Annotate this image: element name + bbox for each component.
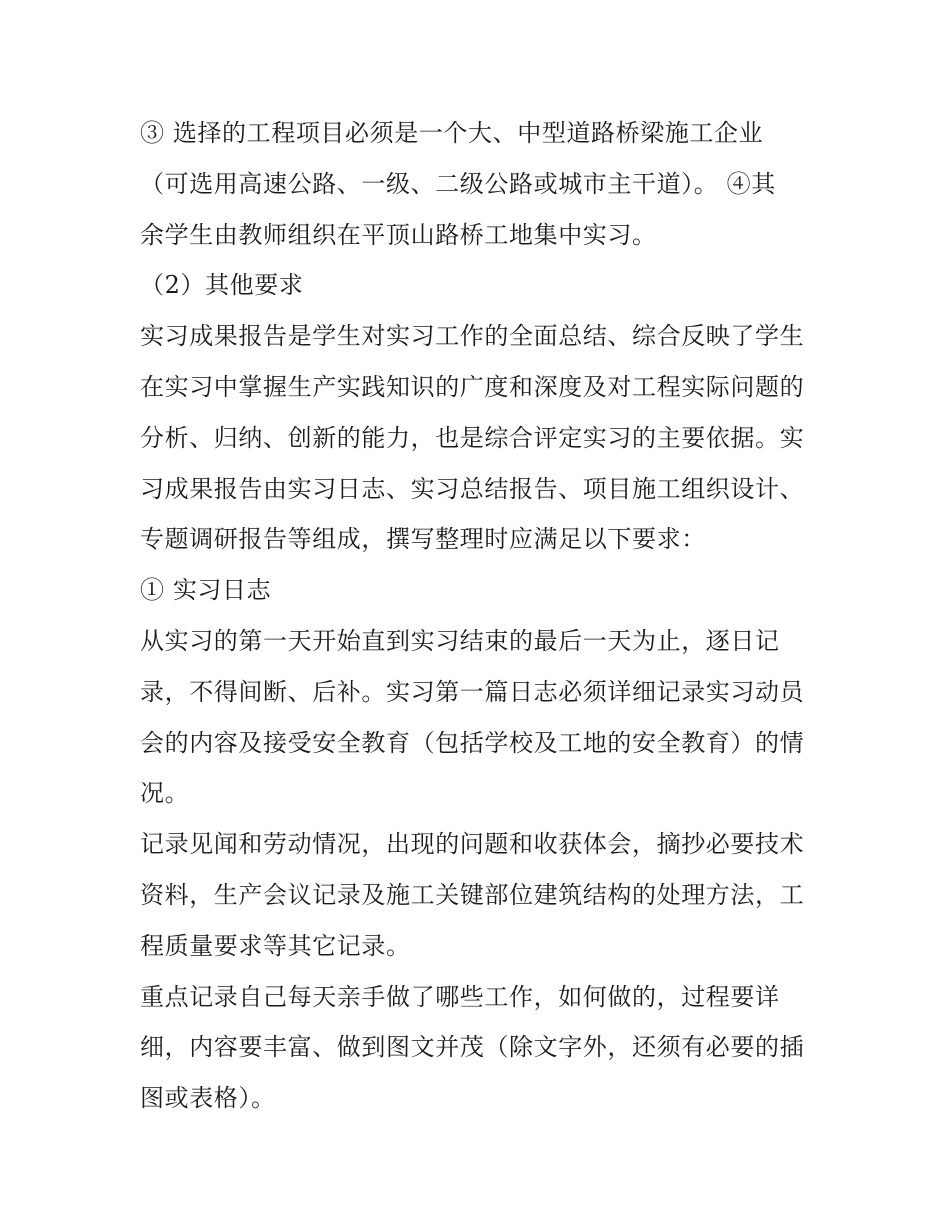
text-line-7: 分析、归纳、创新的能力，也是综合评定实习的主要依据。实 <box>140 423 805 452</box>
text-line-17: 程质量要求等其它记录。 <box>140 931 411 960</box>
document-body <box>140 108 815 1124</box>
text-line-16: 资料，生产会议记录及施工关键部位建筑结构的处理方法，工 <box>140 880 805 909</box>
text-line-2: （可选用高速公路、一级、二级公路或城市主干道）。 ④其 <box>140 169 776 198</box>
text-line-19: 细，内容要丰富、做到图文并茂（除文字外，还须有必要的插 <box>140 1033 805 1062</box>
text-line-12: 录，不得间断、后补。实习第一篇日志必须详细记录实习动员 <box>140 677 805 706</box>
text-line-15: 记录见闻和劳动情况，出现的问题和收获体会，摘抄必要技术 <box>140 830 805 859</box>
text-line-11: 从实习的第一天开始直到实习结束的最后一天为止，逐日记 <box>140 626 780 655</box>
text-line-3: 余学生由教师组织在平顶山路桥工地集中实习。 <box>140 220 657 249</box>
text-line-8: 习成果报告由实习日志、实习总结报告、项目施工组织设计、 <box>140 474 805 503</box>
subheading-internship-log: ① 实习日志 <box>140 576 272 605</box>
text-line-13: 会的内容及接受安全教育（包括学校及工地的安全教育）的情 <box>140 728 805 757</box>
text-line-5: 实习成果报告是学生对实习工作的全面总结、综合反映了学生 <box>140 322 805 351</box>
text-line-9: 专题调研报告等组成，撰写整理时应满足以下要求： <box>140 525 706 554</box>
text-line-18: 重点记录自己每天亲手做了哪些工作，如何做的，过程要详 <box>140 982 780 1011</box>
text-line-1: ③ 选择的工程项目必须是一个大、中型道路桥梁施工企业 <box>140 119 764 147</box>
text-line-6: 在实习中掌握生产实践知识的广度和深度及对工程实际问题的 <box>140 372 805 401</box>
text-line-20: 图或表格）。 <box>140 1084 276 1113</box>
section-heading-other-requirements: （2）其他要求 <box>140 271 304 300</box>
text-line-14: 况。 <box>140 779 190 808</box>
